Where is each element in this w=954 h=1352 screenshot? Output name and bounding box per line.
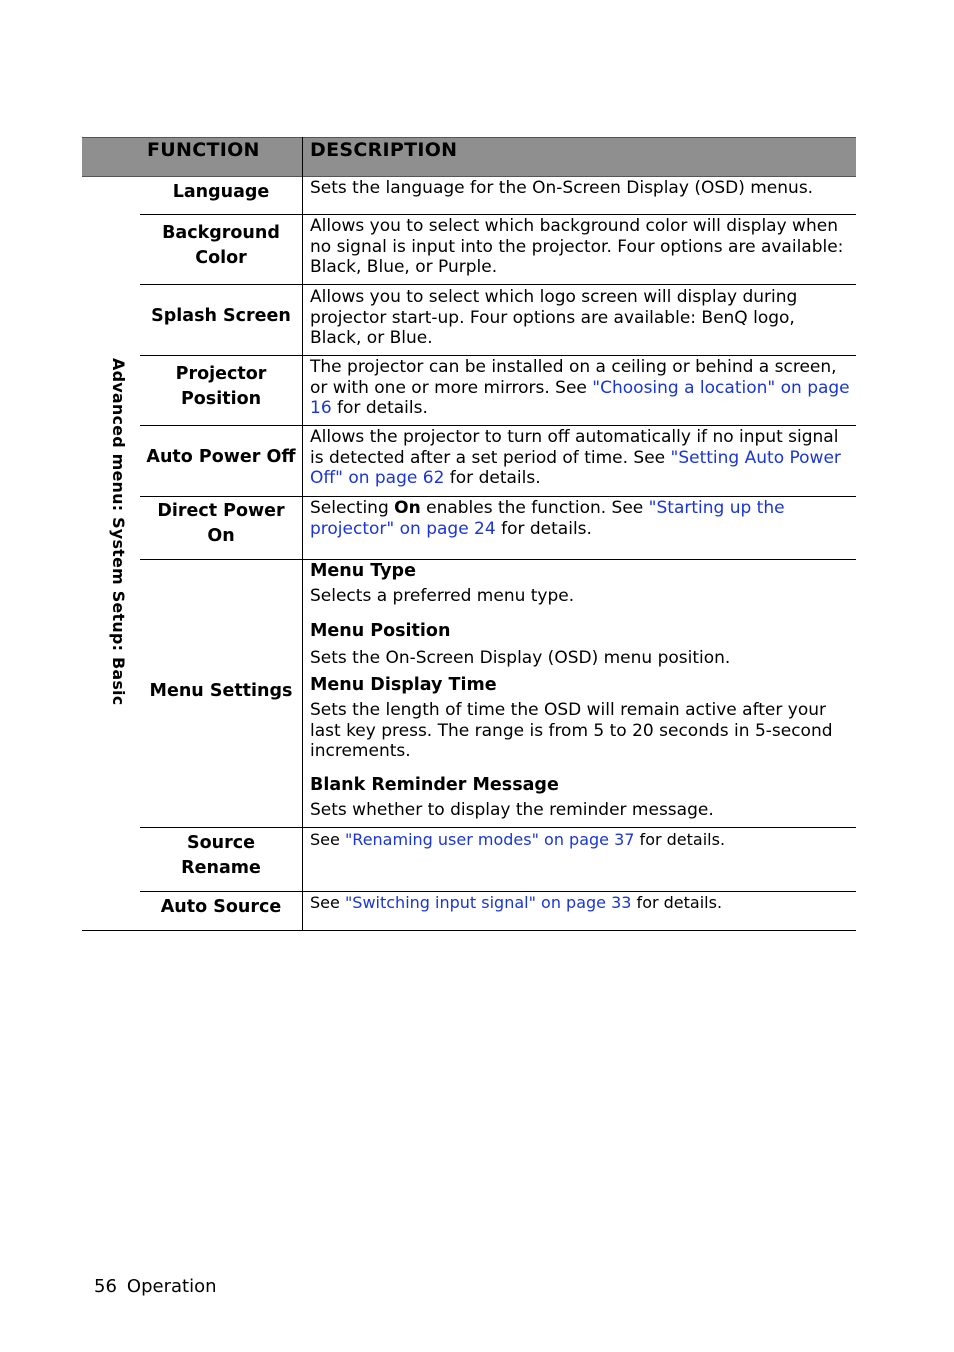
cross-reference-link[interactable]: "Starting up the projector" on page 24 [310,498,785,539]
function-line: Direct Power [157,501,285,521]
menu-position-text: Sets the On-Screen Display (OSD) menu position. [310,648,731,668]
section-name: Operation [126,1276,217,1297]
menu-type-text: Selects a preferred menu type. [310,586,575,606]
description-direct-power-on [310,498,850,539]
function-line: Rename [181,858,261,878]
description-auto-source [310,893,850,913]
row-divider [140,284,856,285]
cross-reference-link[interactable]: "Switching input signal" on page 33 [344,893,632,912]
header-description: DESCRIPTION [310,139,458,161]
description-text: Allows the projector to turn off automatically if no input signal is detected after a set period of time. See [310,427,839,468]
description-splash-screen: Allows you to select which logo screen will display during projector start-up. Four options are available: BenQ logo, Black, or Blue. [310,287,798,348]
cross-reference-link[interactable]: "Choosing a location" on page 16 [310,377,850,418]
page-number: 56 [94,1276,117,1297]
description-text: for details. [331,398,428,418]
function-line: Source [187,833,255,853]
table-bottom-rule [82,930,856,931]
blank-reminder-title: Blank Reminder Message [310,775,559,795]
function-background-color [140,221,302,271]
blank-reminder-text: Sets whether to display the reminder message. [310,800,714,820]
row-divider [140,214,856,215]
function-menu-settings: Menu Settings [149,681,293,701]
header-function: FUNCTION [147,139,260,161]
description-auto-power-off [310,427,850,489]
emphasis-text: On [394,498,421,518]
function-language: Language [172,182,270,202]
function-source-rename [140,831,302,881]
description-background-color: Allows you to select which background color will display when no signal is input into the projector. Four options are available: Black, Blue, or Purple. [310,216,844,277]
function-auto-power-off: Auto Power Off [146,447,296,467]
function-line: Position [180,389,262,409]
description-text: for details. [631,893,723,912]
description-text: enables the function. See [420,498,649,518]
function-line: On [207,526,235,546]
function-auto-source: Auto Source [160,897,282,917]
side-section-label: Advanced menu: System Setup: Basic [109,358,128,706]
description-text: See [310,830,345,849]
description-language: Sets the language for the On-Screen Display (OSD) menus. [310,178,814,198]
description-text: for details. [444,468,541,488]
description-text: The projector can be installed on a ceiling or behind a screen, or with one or more mirrors. See [310,357,837,398]
page-footer [94,1276,226,1297]
row-divider [140,827,856,828]
description-source-rename [310,830,850,850]
row-divider [140,355,856,356]
function-line: Color [195,248,247,268]
function-line: Background [162,223,280,243]
description-text: Selecting [310,498,395,518]
menu-display-time-text: Sets the length of time the OSD will remain active after your last key press. The range is from 5 to 20 seconds in 5-second increments. [310,700,833,761]
description-text: for details. [634,830,726,849]
function-projector-position [140,362,302,412]
cross-reference-link[interactable]: "Setting Auto Power Off" on page 62 [310,447,841,488]
function-line: Projector [175,364,267,384]
row-divider [140,891,856,892]
menu-position-title: Menu Position [310,621,451,641]
menu-display-time-title: Menu Display Time [310,675,497,695]
row-divider [140,496,856,497]
column-divider [302,137,303,931]
function-splash-screen: Splash Screen [151,306,291,326]
function-direct-power-on [140,499,302,549]
menu-type-title: Menu Type [310,561,416,581]
cross-reference-link[interactable]: "Renaming user modes" on page 37 [344,830,635,849]
description-text: for details. [495,518,592,539]
description-projector-position [310,357,850,419]
description-text: See [310,893,345,912]
row-divider [140,425,856,426]
